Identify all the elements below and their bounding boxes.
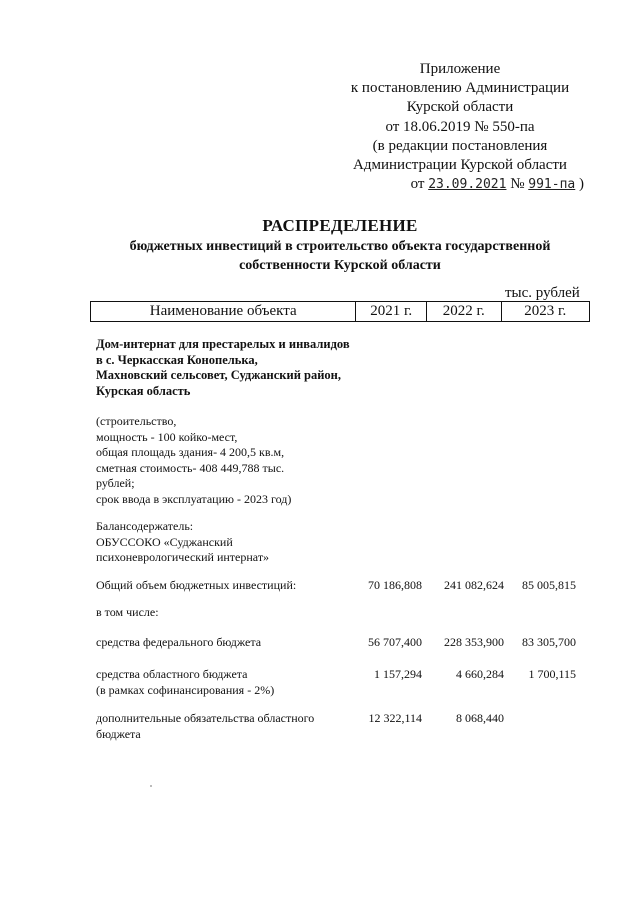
holder-line: ОБУССОКО «Суджанский [96, 534, 233, 549]
appendix-line: от 18.06.2019 № 550-па [385, 118, 535, 135]
description-line: мощность - 100 койко-мест, [96, 429, 238, 444]
object-name-line: Курская область [96, 383, 191, 398]
holder-line: психоневрологический интернат» [96, 550, 270, 564]
object-name-line: в с. Черкасская Конопелька, [96, 352, 258, 367]
description-line: рублей; [96, 476, 135, 490]
value-2021: 1 157,294 [374, 667, 422, 681]
description-line: сметная стоимость- 408 449,788 тыс. [96, 460, 285, 475]
document-title: РАСПРЕДЕЛЕНИЕ [262, 216, 418, 235]
row-label: средства областного бюджета [96, 667, 248, 681]
value-2021: 70 186,808 [368, 578, 422, 592]
description-line: срок ввода в эксплуатацию - 2023 год) [96, 491, 292, 506]
value-2022: 228 353,900 [444, 635, 504, 649]
header-year-2022: 2022 г. [426, 302, 501, 321]
units-label: тыс. рублей [505, 285, 580, 301]
value-2022: 241 082,624 [444, 578, 504, 592]
object-name-line: Махновский сельсовет, Суджанский район, [96, 368, 342, 382]
row-label: дополнительные обязательства областного [96, 711, 315, 725]
header-year-2023: 2023 г. [501, 302, 590, 321]
amendment-date-line [330, 175, 590, 194]
header-object-name: Наименование объекта [90, 302, 355, 321]
row-label-continued: бюджета [96, 726, 141, 741]
description-line: (строительство, [96, 414, 177, 428]
holder-line: Балансодержатель: [96, 519, 194, 533]
object-name-line: Дом-интернат для престарелых и инвалидов [96, 337, 350, 351]
value-2021: 56 707,400 [368, 635, 422, 649]
subtitle-line: бюджетных инвестиций в строительство объекта государственной [129, 239, 551, 254]
row-label-continued: (в рамках софинансирования - 2%) [96, 682, 275, 697]
description-line: общая площадь здания- 4 200,5 кв.м, [96, 445, 285, 459]
row-label: в том числе: [96, 605, 159, 619]
header-year-2021: 2021 г. [355, 302, 426, 321]
value-2023: 85 005,815 [522, 578, 576, 592]
row-label: средства федерального бюджета [96, 635, 262, 649]
value-2022: 4 660,284 [456, 667, 504, 681]
appendix-line: (в редакции постановления [372, 137, 548, 154]
value-2021: 12 322,114 [368, 711, 422, 725]
balance-holder [96, 519, 269, 566]
amendment-suffix: ) [579, 176, 584, 193]
amendment-number: 991-па [528, 177, 576, 193]
appendix-line: к постановлению Администрации [350, 80, 570, 97]
object-name [96, 337, 350, 399]
row-label: Общий объем бюджетных инвестиций: [96, 578, 297, 592]
table-header [90, 301, 590, 322]
appendix-line: Курской области [406, 99, 514, 116]
document-subtitle [90, 237, 590, 275]
amendment-prefix: от [410, 176, 425, 193]
appendix-block [330, 60, 590, 194]
scan-speck [150, 785, 152, 787]
appendix-line: Администрации Курской области [353, 157, 567, 174]
object-description [96, 414, 291, 507]
value-2023: 1 700,115 [528, 667, 576, 681]
value-2023: 83 305,700 [522, 635, 576, 649]
amendment-date: 23.09.2021 [428, 177, 507, 193]
appendix-line: Приложение [419, 61, 501, 77]
value-2022: 8 068,440 [456, 711, 504, 725]
subtitle-line: собственности Курской области [239, 258, 441, 273]
amendment-number-label: № [510, 176, 525, 193]
